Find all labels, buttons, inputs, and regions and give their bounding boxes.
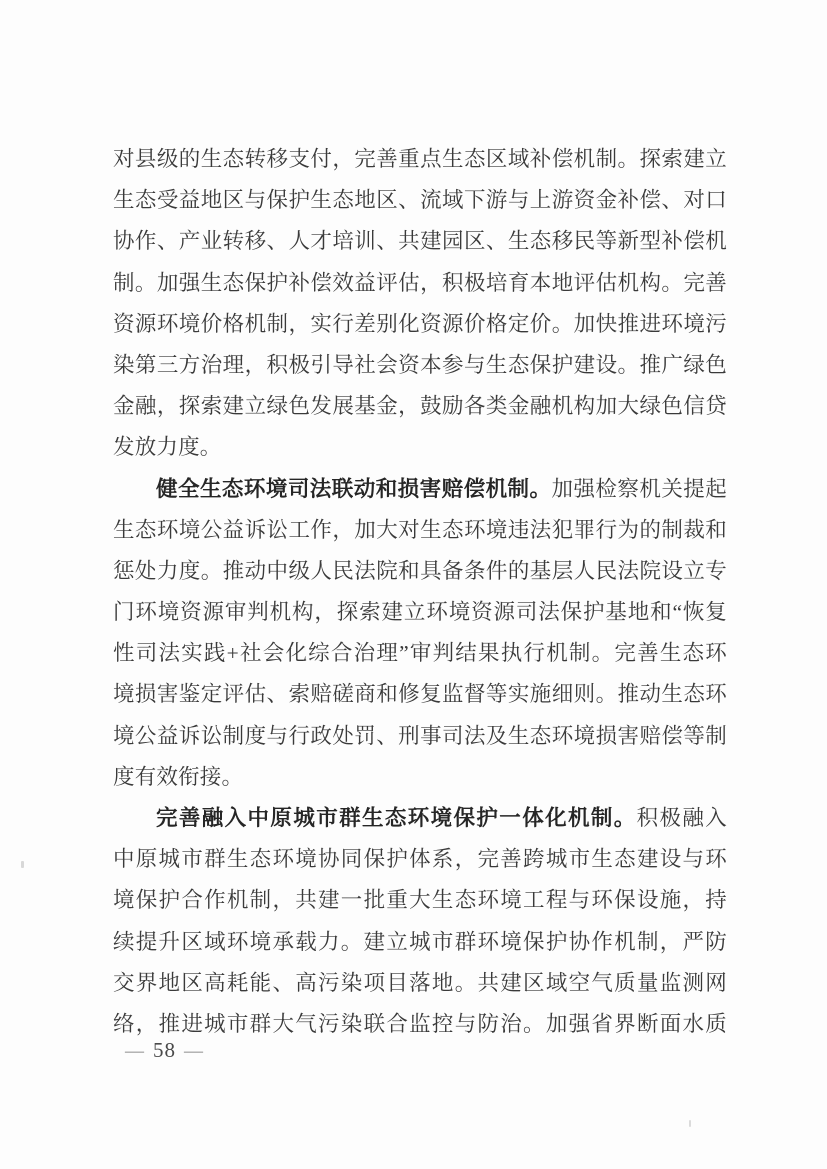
text-line	[113, 510, 727, 551]
line-text: 生态受益地区与保护生态地区、流域下游与上游资金补偿、对口	[113, 188, 727, 213]
text-line	[113, 263, 727, 304]
text-line	[113, 963, 727, 1004]
line-text: 度有效衔接。	[113, 764, 244, 789]
page-number: 58	[153, 1038, 176, 1062]
line-text: 加强检察机关提起	[551, 476, 727, 501]
line-text: 中原城市群生态环境协同保护体系，完善跨城市生态建设与环	[113, 847, 727, 872]
page-footer	[117, 1036, 212, 1066]
footer-right-dash: —	[184, 1042, 204, 1061]
line-text: 资源环境价格机制，实行差别化资源价格定价。加快推进环境污	[113, 311, 727, 336]
text-line	[113, 674, 727, 715]
line-text: 制。加强生态保护补偿效益评估，积极培育本地评估机构。完善	[113, 270, 727, 295]
line-text: 协作、产业转移、人才培训、共建园区、生态移民等新型补偿机	[113, 229, 727, 254]
scan-artifact-speck	[21, 861, 24, 868]
paragraph-heading: 完善融入中原城市群生态环境保护一体化机制。	[156, 806, 637, 830]
text-line	[113, 880, 727, 921]
text-line	[113, 345, 727, 386]
line-text: 对县级的生态转移支付，完善重点生态区域补偿机制。探索建立	[113, 147, 727, 171]
text-line	[113, 427, 727, 468]
text-line	[113, 592, 727, 633]
line-text: 境损害鉴定评估、索赔磋商和修复监督等实施细则。推动生态环	[113, 682, 727, 707]
line-text: 络，推进城市群大气污染联合监控与防治。加强省界断面水质	[113, 1011, 727, 1036]
line-text: 门环境资源审判机构，探索建立环境资源司法保护基地和“恢复	[113, 600, 727, 625]
line-text: 境保护合作机制，共建一批重大生态环境工程与环保设施，持	[113, 888, 727, 913]
text-line	[113, 757, 727, 798]
text-line	[113, 139, 727, 180]
scan-artifact-speck	[689, 1120, 691, 1127]
text-line	[113, 180, 727, 221]
text-line	[113, 716, 727, 757]
text-line	[113, 386, 727, 427]
line-text: 境公益诉讼制度与行政处罚、刑事司法及生态环境损害赔偿等制	[113, 723, 727, 748]
text-line	[113, 551, 727, 592]
text-line	[113, 922, 727, 963]
line-text: 惩处力度。推动中级人民法院和具备条件的基层人民法院设立专	[113, 558, 727, 583]
line-text: 积极融入	[636, 806, 728, 830]
text-line	[113, 221, 727, 262]
text-line	[113, 469, 727, 510]
text-line	[113, 633, 727, 674]
text-line	[113, 839, 727, 880]
line-text: 性司法实践+社会化综合治理”审判结果执行机制。完善生态环	[113, 641, 727, 666]
text-line	[113, 304, 727, 345]
line-text: 发放力度。	[113, 435, 222, 460]
document-text-block	[113, 139, 727, 1045]
line-text: 金融，探索建立绿色发展基金，鼓励各类金融机构加大绿色信贷	[113, 394, 727, 419]
line-text: 交界地区高耗能、高污染项目落地。共建区域空气质量监测网	[113, 970, 727, 995]
line-text: 续提升区域环境承载力。建立城市群环境保护协作机制，严防	[113, 929, 727, 954]
line-text: 染第三方治理，积极引导社会资本参与生态保护建设。推广绿色	[113, 352, 727, 377]
paragraph-heading: 健全生态环境司法联动和损害赔偿机制。	[156, 476, 552, 501]
line-text: 生态环境公益诉讼工作，加大对生态环境违法犯罪行为的制裁和	[113, 517, 727, 542]
text-line	[113, 798, 727, 839]
footer-left-dash: —	[125, 1042, 145, 1061]
